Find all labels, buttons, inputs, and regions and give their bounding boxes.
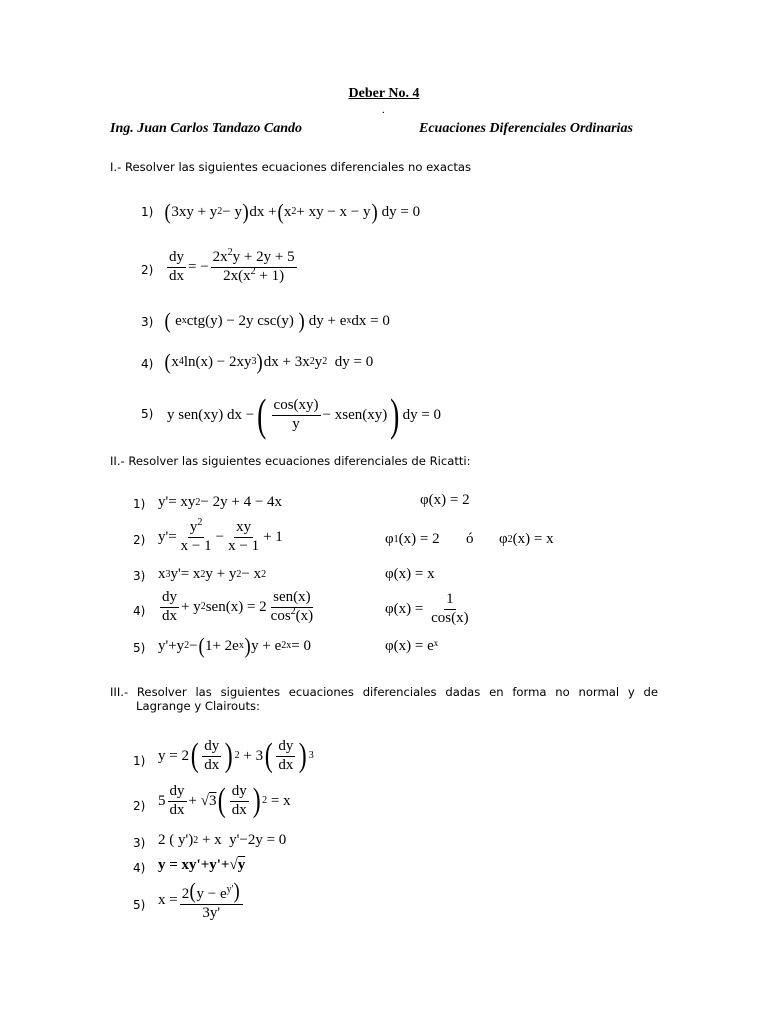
s3-equation-2: 5 $\frac{dy}{dx}$ + √ 3 ( $\frac{dy}{dx}$ ) 2 = x [158, 782, 291, 820]
s3-item-number: 3) [133, 836, 146, 850]
s2-item-number: 1) [133, 497, 146, 511]
s2-solution-4: φ(x) = $\frac{1}{\cos(x)}$ [385, 591, 469, 626]
s2-solution-4-label: φ(x) = [385, 600, 424, 617]
s3-item-number: 2) [133, 799, 146, 813]
s3-equation-4: y = xy'+y'+√ y [158, 857, 246, 873]
s1-equation-2: $\frac{dy}{dx}$ = − $\frac{2x^2y + 2y + 5}{2x(x^2 + 1)}$ [169, 247, 295, 284]
s2-solution-5: φ(x) = eˣ [385, 638, 439, 654]
s2-solution-2a: φ 1 (x) = 2 [385, 531, 440, 547]
s2-solution-2b: φ 2 (x) = x [499, 531, 554, 547]
s2-solution-or: ó [466, 531, 474, 547]
title-dot: . [382, 104, 385, 116]
s1-equation-3: ( e x ctg(y) − 2y csc(y) ) dy + e x dx = 0 [164, 308, 390, 333]
s2-equation-3: x 3 y'= x 2 y + y 2 − x 2 [158, 566, 267, 582]
s1-item-number: 3) [141, 315, 154, 329]
s1-equation-5: y sen(xy) dx − ( $\frac{\cos(xy)}{y}$ − xsen(xy) ) dy = 0 [167, 389, 442, 440]
s2-equation-5: y'+y 2 − ( 1+ 2e x ) y + e 2x = 0 [158, 633, 312, 658]
s1-equation-1: ( 3xy + y 2 − y ) dx + ( x 2 + xy − x − y ) dy = 0 [164, 199, 421, 224]
s3-item-number: 5) [133, 898, 146, 912]
s2-equation-2: y'= $\frac{y^2}{x - 1}$ − $\frac{xy}{x - 1}$ + 1 [158, 517, 283, 554]
section-3-heading-line-2: Lagrange y Clairouts: [136, 699, 260, 713]
section-1-heading: I.- Resolver las siguientes ecuaciones diferenciales no exactas [110, 160, 472, 174]
document-title: Deber No. 4 [348, 86, 420, 101]
s2-item-number: 2) [133, 533, 146, 547]
s2-solution-3: φ(x) = x [385, 566, 435, 582]
s3-equation-3: 2 ( y') 2 + x y'−2y = 0 [158, 832, 287, 848]
s2-item-number: 4) [133, 604, 146, 618]
s1-item-number: 1) [141, 205, 154, 219]
s1-item-number: 4) [141, 357, 154, 371]
s3-equation-1: y = 2 ( $\frac{dy}{dx}$ ) 2 + 3 ( $\frac{dy}{dx}$ ) 3 [158, 737, 314, 775]
s2-equation-1: y'= xy 2 − 2y + 4 − 4x [158, 494, 283, 510]
s2-solution-1: φ(x) = 2 [420, 492, 470, 508]
s2-item-number: 5) [133, 641, 146, 655]
s1-item-number: 2) [141, 263, 154, 277]
s3-equation-5: x = $\frac{2(y - e^{y'})}{3y'}$ [158, 880, 245, 922]
s3-item-number: 4) [133, 861, 146, 875]
course-name: Ecuaciones Diferenciales Ordinarias [419, 121, 633, 136]
s1-equation-4: ( x 4 ln(x) − 2xy 3 ) dx + 3x 2 y 2 dy = 0 [164, 349, 374, 374]
author-name: Ing. Juan Carlos Tandazo Cando [110, 121, 303, 136]
section-3-heading-line-1: III.- Resolver las siguientes ecuaciones diferenciales dadas en forma no normal y de [110, 685, 658, 699]
section-2-heading: II.- Resolver las siguientes ecuaciones diferenciales de Ricatti: [110, 454, 471, 468]
s2-item-number: 3) [133, 569, 146, 583]
s3-item-number: 1) [133, 754, 146, 768]
s1-item-number: 5) [141, 407, 154, 421]
s2-equation-4: $\frac{dy}{dx}$ + y 2 sen(x) = 2 $\frac{\text{sen(x)}}{\cos^2(x)}$ [162, 589, 314, 624]
